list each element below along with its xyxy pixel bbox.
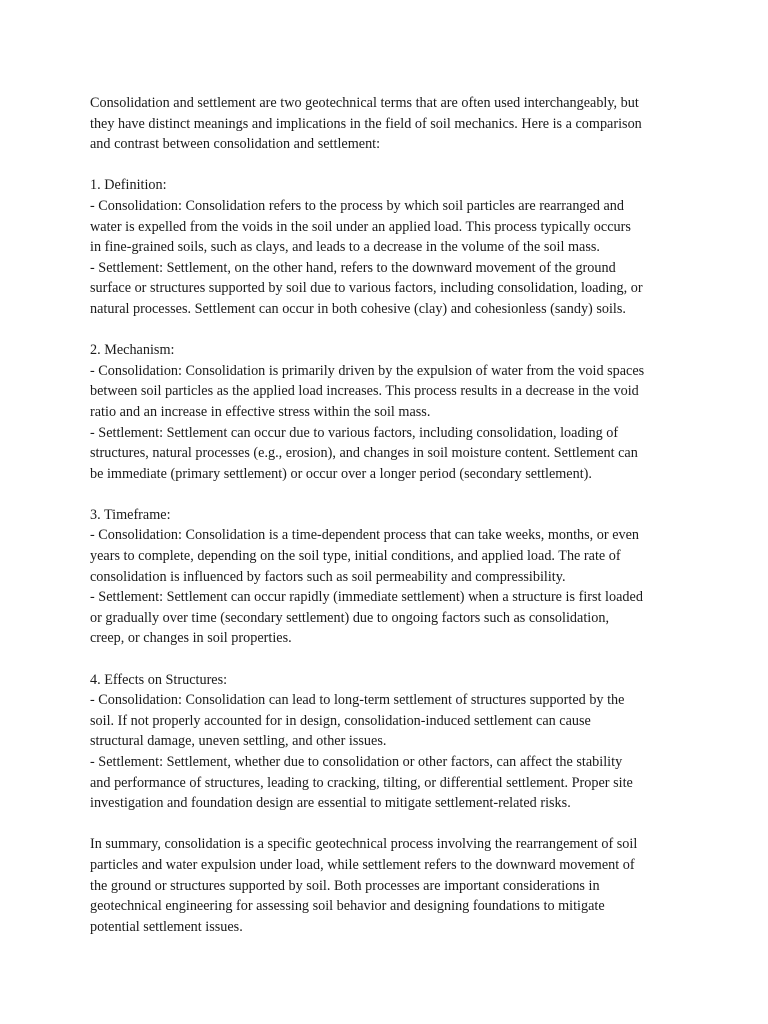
summary-line: potential settlement issues. xyxy=(90,918,243,935)
section-line: water is expelled from the voids in the soil under an applied load. This process typically occurs xyxy=(90,218,631,235)
section-heading: 3. Timeframe: xyxy=(90,506,171,523)
section-line: - Settlement: Settlement, on the other hand, refers to the downward movement of the ground xyxy=(90,259,616,276)
section-line: years to complete, depending on the soil type, initial conditions, and applied load. The rate of xyxy=(90,548,621,565)
intro-line: Consolidation and settlement are two geotechnical terms that are often used interchangeably, but xyxy=(90,95,639,111)
summary-line: geotechnical engineering for assessing soil behavior and designing foundations to mitigate xyxy=(90,898,605,915)
paragraph-gap xyxy=(90,320,690,341)
summary-line: In summary, consolidation is a specific geotechnical process involving the rearrangement of soil xyxy=(90,836,638,853)
section-line: creep, or changes in soil properties. xyxy=(90,630,292,647)
section-definition xyxy=(90,175,690,319)
intro-paragraph xyxy=(90,93,690,155)
intro-line: and contrast between consolidation and settlement: xyxy=(90,136,381,153)
paragraph-gap xyxy=(90,484,690,505)
section-line: or gradually over time (secondary settlement) due to ongoing factors such as consolidation, xyxy=(90,609,610,626)
section-line: surface or structures supported by soil due to various factors, including consolidation, loading, or xyxy=(90,280,643,297)
section-line: natural processes. Settlement can occur in both cohesive (clay) and cohesionless (sandy) soils. xyxy=(90,300,626,317)
section-heading: 2. Mechanism: xyxy=(90,342,175,359)
summary-paragraph xyxy=(90,834,690,937)
intro-line: they have distinct meanings and implications in the field of soil mechanics. Here is a comparison xyxy=(90,115,642,132)
section-line: - Consolidation: Consolidation is a time-dependent process that can take weeks, months, or even xyxy=(90,527,640,544)
document-page xyxy=(90,93,690,937)
section-line: structures, natural processes (e.g., erosion), and changes in soil moisture content. Settlement can xyxy=(90,445,638,462)
section-line: be immediate (primary settlement) or occur over a longer period (secondary settlement). xyxy=(90,465,592,482)
summary-line: the ground or structures supported by soil. Both processes are important considerations in xyxy=(90,877,600,894)
paragraph-gap xyxy=(90,814,690,835)
section-line: - Consolidation: Consolidation refers to the process by which soil particles are rearranged and xyxy=(90,197,625,214)
section-heading: 1. Definition: xyxy=(90,177,167,194)
section-timeframe xyxy=(90,505,690,649)
section-line: investigation and foundation design are essential to mitigate settlement-related risks. xyxy=(90,795,571,812)
paragraph-gap xyxy=(90,649,690,670)
section-effects-on-structures xyxy=(90,670,690,814)
section-line: - Consolidation: Consolidation is primarily driven by the expulsion of water from the void spaces xyxy=(90,362,645,379)
section-line: soil. If not properly accounted for in design, consolidation-induced settlement can cause xyxy=(90,712,591,729)
section-line: - Settlement: Settlement can occur due to various factors, including consolidation, loading of xyxy=(90,424,619,441)
section-line: - Settlement: Settlement can occur rapidly (immediate settlement) when a structure is first loaded xyxy=(90,589,643,606)
section-line: in fine-grained soils, such as clays, and leads to a decrease in the volume of the soil mass. xyxy=(90,239,600,256)
section-heading: 4. Effects on Structures: xyxy=(90,671,228,688)
section-line: structural damage, uneven settling, and other issues. xyxy=(90,733,387,750)
section-line: and performance of structures, leading to cracking, tilting, or differential settlement. Proper site xyxy=(90,774,633,791)
paragraph-gap xyxy=(90,155,690,176)
section-line: between soil particles as the applied load increases. This process results in a decrease in the void xyxy=(90,383,639,400)
section-line: consolidation is influenced by factors such as soil permeability and compressibility. xyxy=(90,568,566,585)
section-line: - Settlement: Settlement, whether due to consolidation or other factors, can affect the stability xyxy=(90,754,623,770)
section-line: ratio and an increase in effective stress within the soil mass. xyxy=(90,403,431,420)
section-mechanism xyxy=(90,340,690,484)
section-line: - Consolidation: Consolidation can lead to long-term settlement of structures supported by the xyxy=(90,692,625,709)
summary-line: particles and water expulsion under load, while settlement refers to the downward movement of xyxy=(90,856,635,873)
